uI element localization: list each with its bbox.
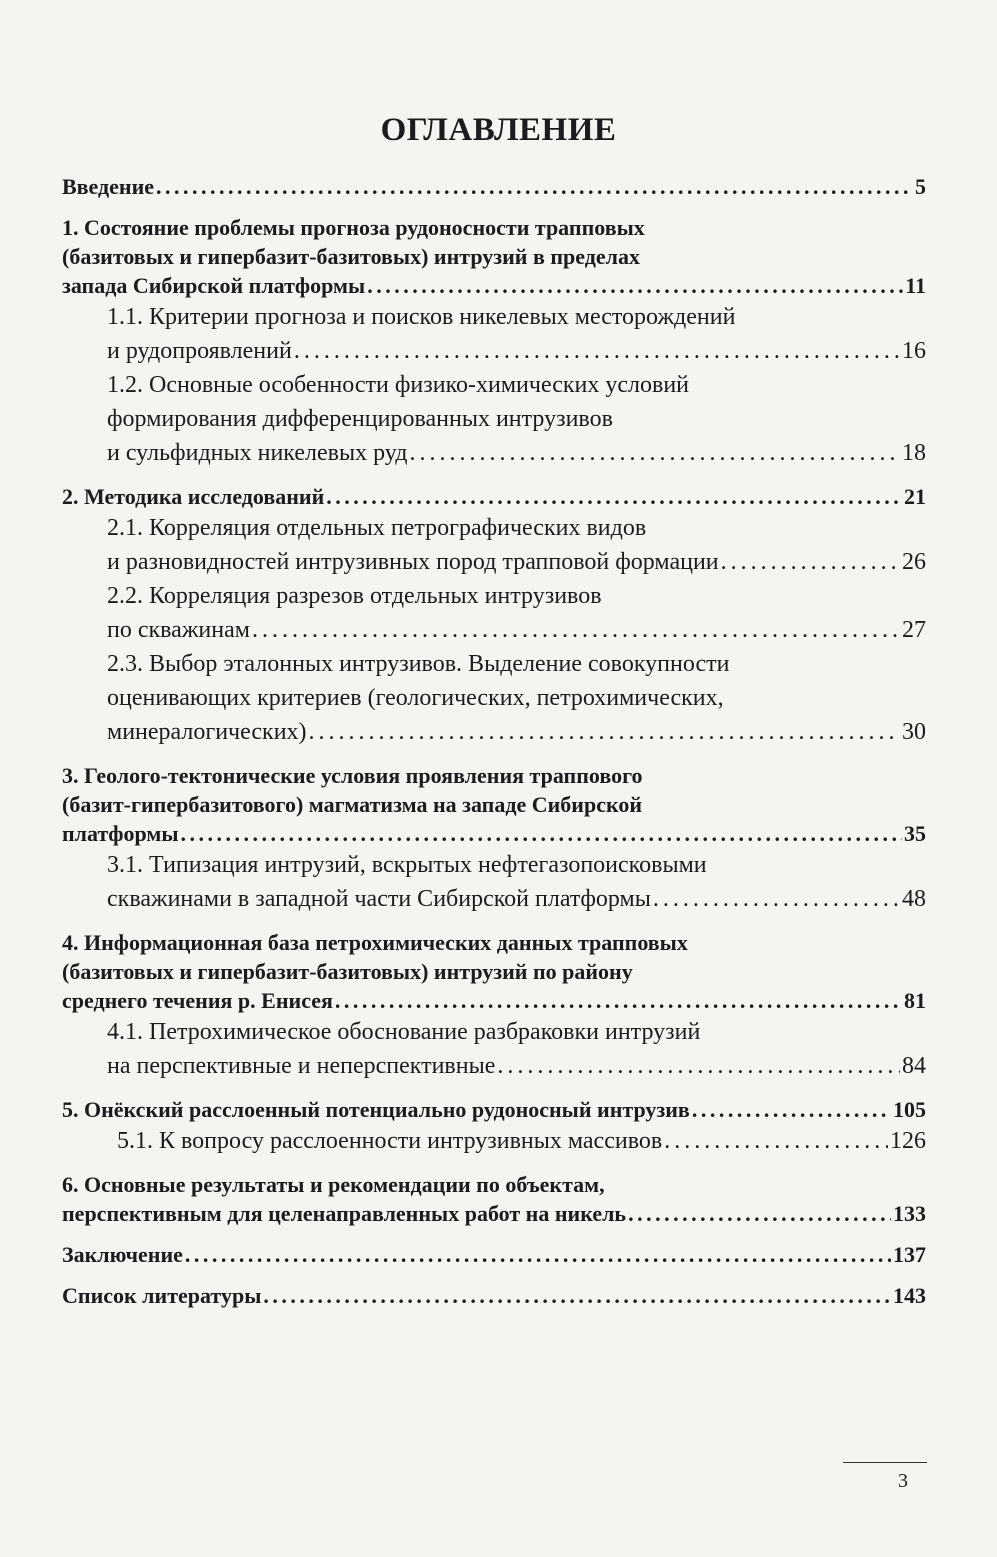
leader-dots	[497, 1049, 900, 1083]
toc-entry-text: среднего течения р. Енисея	[62, 988, 333, 1013]
toc-page-number: 84	[902, 1053, 926, 1079]
toc-page-number: 5	[915, 174, 926, 199]
toc-page-number: 11	[905, 273, 926, 298]
toc-entry-text: 5.1. К вопросу расслоенности интрузивных массивов	[117, 1128, 663, 1154]
leader-dots	[326, 482, 902, 511]
toc-entry-section-1-1[interactable]	[62, 300, 926, 368]
toc-entry-text: и рудопроявлений	[107, 338, 292, 364]
toc-entry-chapter-2[interactable]	[62, 482, 926, 511]
toc-entry-text: 3.1. Типизация интрузий, вскрытых нефтегазопоисковыми	[107, 852, 707, 878]
toc-page-number: 18	[902, 440, 926, 466]
toc-entry-chapter-1[interactable]	[62, 213, 926, 300]
toc-entry-section-2-3[interactable]	[62, 647, 926, 749]
toc-page-number: 30	[902, 719, 926, 745]
toc-entry-text: по скважинам	[107, 617, 250, 643]
leader-dots	[653, 882, 900, 916]
toc-entry-text: платформы	[62, 821, 179, 846]
toc-entry-section-2-2[interactable]	[62, 579, 926, 647]
toc-entry-text: 2.1. Корреляция отдельных петрографических видов	[107, 515, 647, 541]
page-number: 3	[898, 1470, 908, 1492]
toc-entry-text: и разновидностей интрузивных пород трапповой формации	[107, 549, 719, 575]
leader-dots	[309, 715, 900, 749]
toc-page-number: 21	[904, 484, 926, 509]
toc-page-number: 16	[902, 338, 926, 364]
toc-entry-conclusion[interactable]	[62, 1240, 926, 1269]
leader-dots	[185, 1240, 891, 1269]
toc-entry-text: Введение	[62, 174, 155, 199]
leader-dots	[692, 1095, 891, 1124]
toc-entry-text: скважинами в западной части Сибирской платформы	[107, 886, 651, 912]
toc-page-number: 27	[902, 617, 926, 643]
toc-entry-text: (базитовых и гипербазит-базитовых) интрузий в пределах	[62, 244, 640, 269]
toc-page-number: 126	[890, 1128, 926, 1154]
toc-entry-text: минералогических)	[107, 719, 307, 745]
leader-dots	[664, 1124, 888, 1158]
toc-page-number: 133	[893, 1201, 926, 1226]
toc-entry-text: 5. Онёкский расслоенный потенциально рудоносный интрузив	[62, 1097, 690, 1122]
toc-page-number: 35	[904, 821, 926, 846]
toc-entry-section-5-1[interactable]	[62, 1124, 926, 1158]
toc-page-number: 48	[902, 886, 926, 912]
toc-entry-text: 1. Состояние проблемы прогноза рудоносности трапповых	[62, 215, 645, 240]
toc-entry-text: на перспективные и неперспективные	[107, 1053, 496, 1079]
toc-entry-text: и сульфидных никелевых руд	[107, 440, 408, 466]
toc-entry-chapter-3[interactable]	[62, 761, 926, 848]
leader-dots	[721, 545, 900, 579]
toc-entry-section-2-1[interactable]	[62, 511, 926, 579]
leader-dots	[410, 436, 901, 470]
leader-dots	[181, 819, 902, 848]
toc-entry-text: 3. Геолого-тектонические условия проявления траппового	[62, 763, 643, 788]
toc-entry-text: (базит-гипербазитового) магматизма на западе Сибирской	[62, 792, 643, 817]
toc-entry-introduction[interactable]	[62, 172, 926, 201]
toc-entry-chapter-5[interactable]	[62, 1095, 926, 1124]
toc-entry-text: (базитовых и гипербазит-базитовых) интрузий по району	[62, 959, 633, 984]
leader-dots	[263, 1281, 891, 1310]
leader-dots	[156, 172, 913, 201]
leader-dots	[252, 613, 900, 647]
toc-entry-text: 6. Основные результаты и рекомендации по объектам,	[62, 1172, 605, 1197]
page-title: ОГЛАВЛЕНИЕ	[380, 112, 617, 148]
leader-dots	[367, 271, 903, 300]
toc-entry-text: 4. Информационная база петрохимических данных трапповых	[62, 930, 688, 955]
toc-entry-section-4-1[interactable]	[62, 1015, 926, 1083]
toc-page-number: 26	[902, 549, 926, 575]
toc-entry-text: 4.1. Петрохимическое обоснование разбраковки интрузий	[107, 1019, 701, 1045]
leader-dots	[628, 1199, 891, 1228]
toc-entry-text: перспективным для целенаправленных работ на никель	[62, 1201, 627, 1226]
toc-entry-text: оценивающих критериев (геологических, петрохимических,	[107, 685, 724, 711]
toc-entry-section-3-1[interactable]	[62, 848, 926, 916]
toc-entry-text: формирования дифференцированных интрузивов	[107, 406, 613, 432]
toc-entry-references[interactable]	[62, 1281, 926, 1310]
toc-entry-text: Список литературы	[62, 1283, 262, 1308]
toc-entry-text: Заключение	[62, 1242, 183, 1267]
toc-page-number: 143	[893, 1283, 926, 1308]
toc-entry-text: 2. Методика исследований	[62, 484, 325, 509]
toc-entry-chapter-6[interactable]	[62, 1170, 926, 1228]
leader-dots	[335, 986, 902, 1015]
toc-page-number: 137	[893, 1242, 926, 1267]
toc-page-number: 105	[893, 1097, 926, 1122]
toc-entry-text: 2.3. Выбор эталонных интрузивов. Выделение совокупности	[107, 651, 730, 677]
toc-entry-text: 1.1. Критерии прогноза и поисков никелевых месторождений	[107, 304, 736, 330]
toc-entry-text: 1.2. Основные особенности физико-химических условий	[107, 372, 689, 398]
leader-dots	[294, 334, 900, 368]
footer-rule	[843, 1462, 927, 1463]
toc-entry-chapter-4[interactable]	[62, 928, 926, 1015]
toc-entry-text: запада Сибирской платформы	[62, 273, 366, 298]
toc-entry-section-1-2[interactable]	[62, 368, 926, 470]
toc-page-number: 81	[904, 988, 926, 1013]
table-of-contents	[62, 172, 926, 1310]
toc-entry-text: 2.2. Корреляция разрезов отдельных интрузивов	[107, 583, 602, 609]
